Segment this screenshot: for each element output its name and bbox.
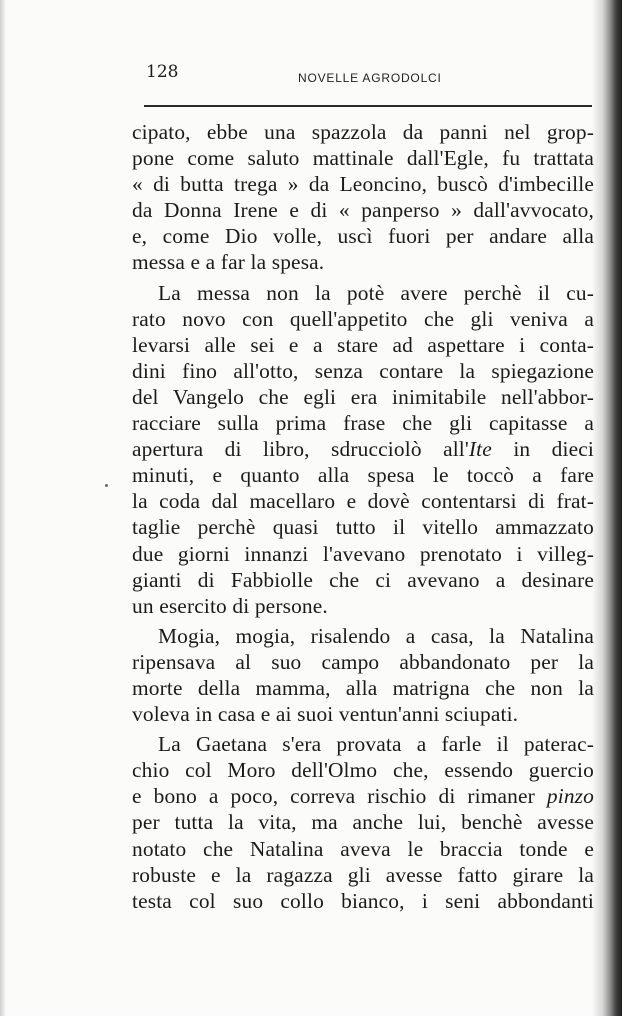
text-line: da Donna Irene e di « panperso » dall'avvocato, xyxy=(132,198,594,223)
text-line: racciare sulla prima frase che gli capitasse a xyxy=(132,411,594,436)
text-line: pone come saluto mattinale dall'Egle, fu trattata xyxy=(132,146,594,171)
page-header xyxy=(146,60,591,94)
text-line: Mogia, mogia, risalendo a casa, la Natalina xyxy=(158,623,594,648)
text-line: robuste e la ragazza gli avesse fatto girare la xyxy=(132,862,594,887)
paragraph xyxy=(132,731,594,914)
text-line: taglie perchè quasi tutto il vitello ammazzato xyxy=(132,515,594,540)
text-line: messa e a far la spesa. xyxy=(132,250,325,275)
italic-word: pinzo xyxy=(546,784,594,809)
paragraph xyxy=(132,280,594,619)
paragraph xyxy=(132,623,594,727)
text-line xyxy=(132,436,594,462)
text-line xyxy=(132,783,594,809)
body-text xyxy=(132,119,594,918)
text-line: la coda dal macellaro e dovè contentarsi di frat- xyxy=(132,489,594,514)
text-line: e, come Dio volle, uscì fuori per andare alla xyxy=(132,224,594,249)
text-line: gianti di Fabbiolle che ci avevano a desinare xyxy=(132,567,594,592)
header-rule xyxy=(144,105,592,107)
scan-edge-right xyxy=(592,0,622,1016)
page-number: 128 xyxy=(146,62,179,82)
text-line: dini fino all'otto, senza contare la spiegazione xyxy=(132,358,594,383)
text-line: voleva in casa e ai suoi ventun'anni sciupati. xyxy=(132,702,519,727)
text-line: cipato, ebbe una spazzola da panni nel grop- xyxy=(132,120,594,144)
text-line: ripensava al suo campo abbandonato per la xyxy=(132,649,594,674)
text-line: La Gaetana s'era provata a farle il paterac- xyxy=(158,732,594,757)
text-line: notato che Natalina aveva le braccia tonde e xyxy=(132,836,594,861)
italic-word: Ite xyxy=(468,437,492,462)
text-line: per tutta la vita, ma anche lui, benchè avesse xyxy=(132,810,594,835)
text-segment: e bono a poco, correva rischio di rimaner xyxy=(132,784,547,809)
text-line: La messa non la potè avere perchè il cu- xyxy=(158,280,594,305)
scan-edge-left xyxy=(0,0,6,1016)
text-line: rato novo con quell'appetito che gli veniva a xyxy=(132,306,594,331)
ink-speck xyxy=(105,484,108,487)
running-title: NOVELLE AGRODOLCI xyxy=(298,71,442,85)
text-segment: apertura di libro, sdrucciolò all' xyxy=(132,437,469,462)
text-segment: in dieci xyxy=(491,437,594,462)
text-line: un esercito di persone. xyxy=(132,593,328,618)
text-line: due giorni innanzi l'avevano prenotato i villeg- xyxy=(132,541,594,566)
text-line: chio col Moro dell'Olmo che, essendo guercio xyxy=(132,758,594,783)
text-line: « di butta trega » da Leoncino, buscò d'imbecille xyxy=(132,172,594,197)
paragraph xyxy=(132,119,594,276)
text-line: testa col suo collo bianco, i seni abbondanti xyxy=(132,888,594,913)
text-line: levarsi alle sei e a stare ad aspettare i conta- xyxy=(132,332,594,357)
text-line: del Vangelo che egli era inimitabile nell'abbor- xyxy=(132,384,594,409)
text-line: morte della mamma, alla matrigna che non la xyxy=(132,675,594,700)
text-line: minuti, e quanto alla spesa le toccò a fare xyxy=(132,463,594,488)
